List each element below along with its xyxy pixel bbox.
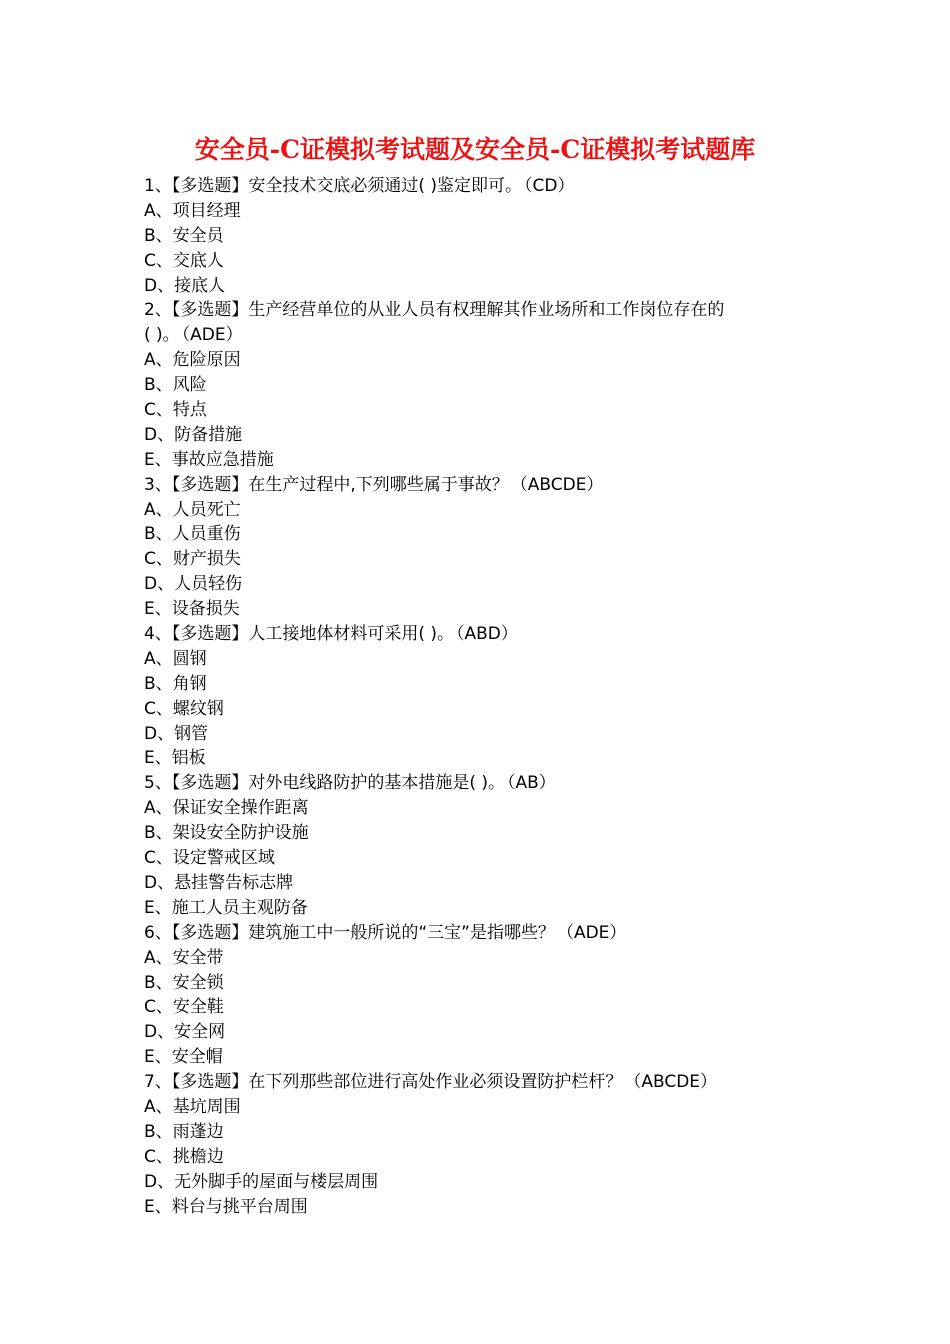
answer-option: C、财产损失 [144, 549, 241, 570]
document-title: 安全员-C证模拟考试题及安全员-C证模拟考试题库 [194, 135, 756, 164]
question-number: 1、 [144, 176, 172, 196]
answer-option: D、悬挂警告标志牌 [144, 872, 294, 893]
question-line [144, 622, 814, 647]
question-number: 5、 [144, 773, 172, 794]
question-item [144, 473, 814, 622]
question-type: 【多选题】 [171, 176, 249, 196]
answer-option: D、安全网 [144, 1022, 226, 1043]
question-type: 【多选题】 [171, 624, 249, 645]
answer-option: A、基坑周围 [144, 1096, 241, 1117]
question-item [144, 298, 814, 472]
question-item [144, 1070, 814, 1219]
question-line [144, 473, 814, 498]
question-answer: （ADE） [181, 325, 243, 346]
answer-option: C、特点 [144, 400, 207, 421]
question-line-continued [144, 323, 814, 348]
answer-option: C、设定警戒区域 [144, 848, 275, 869]
question-item [144, 771, 814, 920]
question-type: 【多选题】 [171, 773, 249, 794]
answer-option: B、雨蓬边 [144, 1121, 224, 1142]
question-answer: （CD） [524, 176, 575, 196]
question-stem: 在下列那些部位进行高处作业必须设置防护栏杆？ [248, 1072, 623, 1093]
question-type: 【多选题】 [171, 300, 249, 321]
answer-option: C、交底人 [144, 250, 224, 271]
question-number: 7、 [144, 1072, 172, 1093]
question-stem: 对外电线路防护的基本措施是( )。 [248, 773, 505, 794]
answer-option: C、挑檐边 [144, 1146, 224, 1167]
question-stem: 建筑施工中一般所说的“三宝”是指哪些？ [248, 922, 555, 943]
answer-option: A、圆钢 [144, 648, 207, 669]
answer-option: B、人员重伤 [144, 524, 241, 545]
question-stem-continued: ( )。 [144, 325, 180, 346]
answer-option: B、安全员 [144, 225, 224, 246]
question-answer: （ADE） [556, 922, 627, 943]
question-line [144, 1070, 814, 1095]
answer-option: D、钢管 [144, 723, 209, 744]
answer-option: E、事故应急措施 [144, 449, 274, 470]
answer-option: C、安全鞋 [144, 997, 224, 1018]
question-type: 【多选题】 [171, 474, 249, 495]
question-stem: 生产经营单位的从业人员有权理解其作业场所和工作岗位存在的 [248, 300, 725, 321]
question-item [144, 174, 814, 298]
question-number: 6、 [144, 922, 172, 943]
question-line [144, 771, 814, 796]
question-list [144, 174, 814, 1219]
answer-option: A、安全带 [144, 947, 224, 968]
answer-option: D、人员轻伤 [144, 574, 243, 595]
answer-option: C、螺纹钢 [144, 698, 224, 719]
answer-option: B、风险 [144, 375, 207, 396]
answer-option: A、危险原因 [144, 350, 241, 371]
answer-option: E、料台与挑平台周围 [144, 1196, 308, 1217]
answer-option: B、安全锁 [144, 972, 224, 993]
question-line [144, 921, 814, 946]
answer-option: E、设备损失 [144, 599, 240, 620]
question-line [144, 298, 814, 323]
answer-option: E、安全帽 [144, 1047, 223, 1068]
question-answer: （AB） [507, 773, 556, 794]
answer-option: A、项目经理 [144, 200, 241, 221]
answer-option: D、无外脚手的屋面与楼层周围 [144, 1171, 379, 1192]
question-stem: 人工接地体材料可采用( )。 [248, 624, 454, 645]
question-stem: 在生产过程中,下列哪些属于事故？ [248, 474, 509, 495]
question-answer: （ABCDE） [624, 1072, 718, 1093]
question-number: 4、 [144, 624, 172, 645]
question-answer: （ABD） [456, 624, 518, 645]
question-type: 【多选题】 [171, 922, 249, 943]
question-answer: （ABCDE） [510, 474, 604, 495]
answer-option: D、接底人 [144, 275, 226, 296]
answer-option: B、角钢 [144, 673, 207, 694]
question-number: 3、 [144, 474, 172, 495]
answer-option: A、人员死亡 [144, 499, 241, 520]
answer-option: E、施工人员主观防备 [144, 897, 308, 918]
answer-option: D、防备措施 [144, 424, 243, 445]
answer-option: A、保证安全操作距离 [144, 798, 309, 819]
question-type: 【多选题】 [171, 1072, 249, 1093]
question-item [144, 921, 814, 1070]
question-line [144, 174, 814, 199]
answer-option: E、铝板 [144, 748, 206, 769]
question-item [144, 622, 814, 771]
question-stem: 安全技术交底必须通过( )鉴定即可。 [248, 176, 522, 196]
question-number: 2、 [144, 300, 172, 321]
answer-option: B、架设安全防护设施 [144, 823, 309, 844]
